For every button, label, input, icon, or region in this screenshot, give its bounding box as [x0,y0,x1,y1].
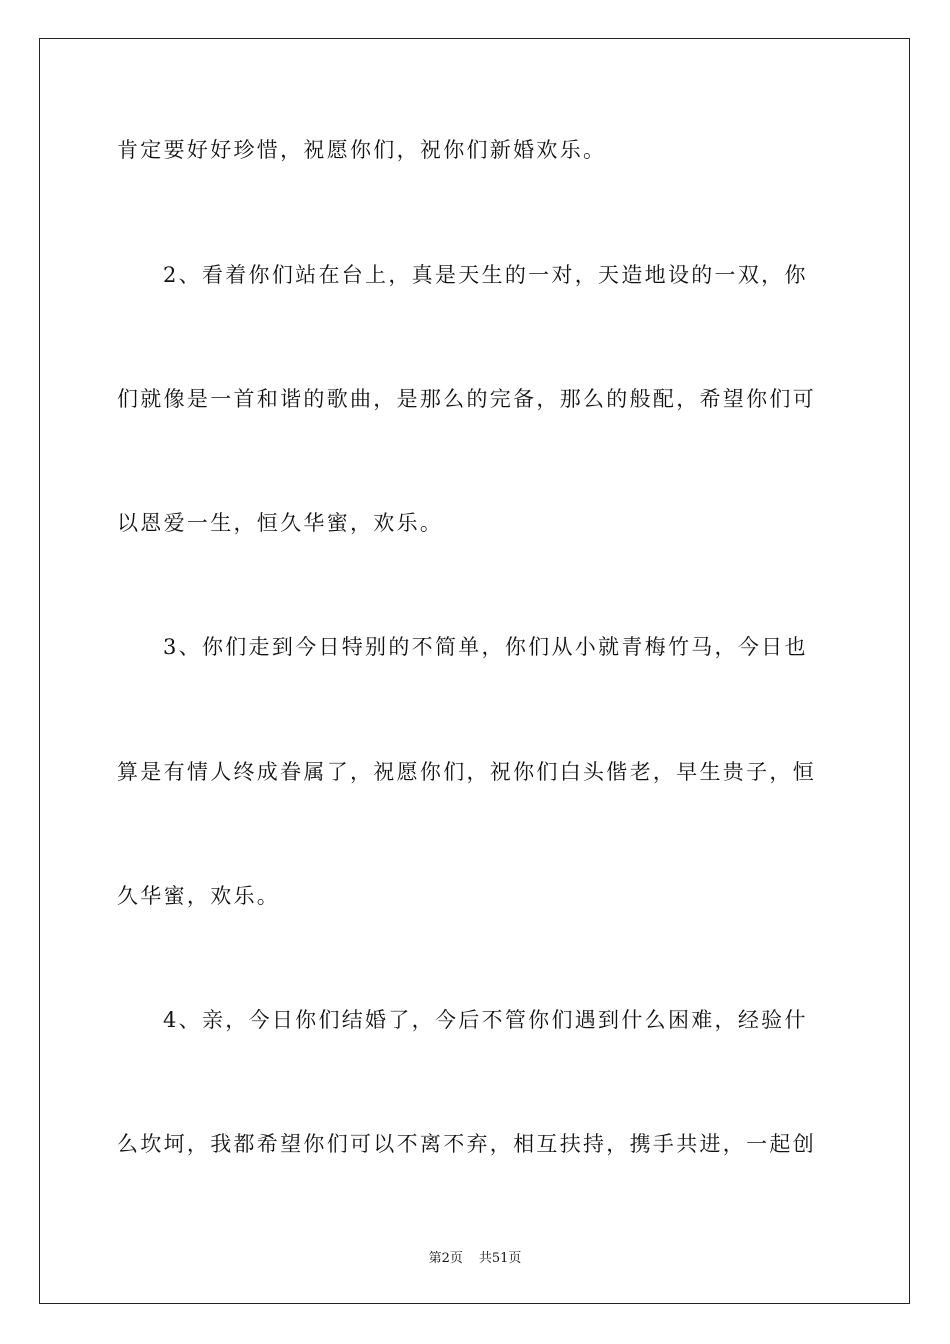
body-text-line: 么坎坷，我都希望你们可以不离不弃，相互扶持，携手共进，一起创 [117,1132,816,1156]
body-text-line: 4、亲，今日你们结婚了，今后不管你们遇到什么困难，经验什 [163,1008,808,1032]
body-text-line: 2、看着你们站在台上，真是天生的一对，天造地设的一双，你 [163,263,808,287]
body-text-line: 以恩爱一生，恒久华蜜，欢乐。 [117,511,444,535]
page-border [39,38,910,1304]
page-number: 第2页 [428,1251,463,1266]
page-footer [0,1247,950,1266]
body-text-line: 3、你们走到今日特别的不简单，你们从小就青梅竹马，今日也 [163,635,808,659]
body-text-line: 肯定要好好珍惜，祝愿你们，祝你们新婚欢乐。 [117,138,607,162]
total-pages: 共51页 [478,1251,522,1266]
body-text-line: 算是有情人终成眷属了，祝愿你们，祝你们白头偕老，早生贵子，恒 [117,760,816,784]
body-text-line: 们就像是一首和谐的歌曲，是那么的完备，那么的般配，希望你们可 [117,387,816,411]
body-text-line: 久华蜜，欢乐。 [117,884,281,908]
